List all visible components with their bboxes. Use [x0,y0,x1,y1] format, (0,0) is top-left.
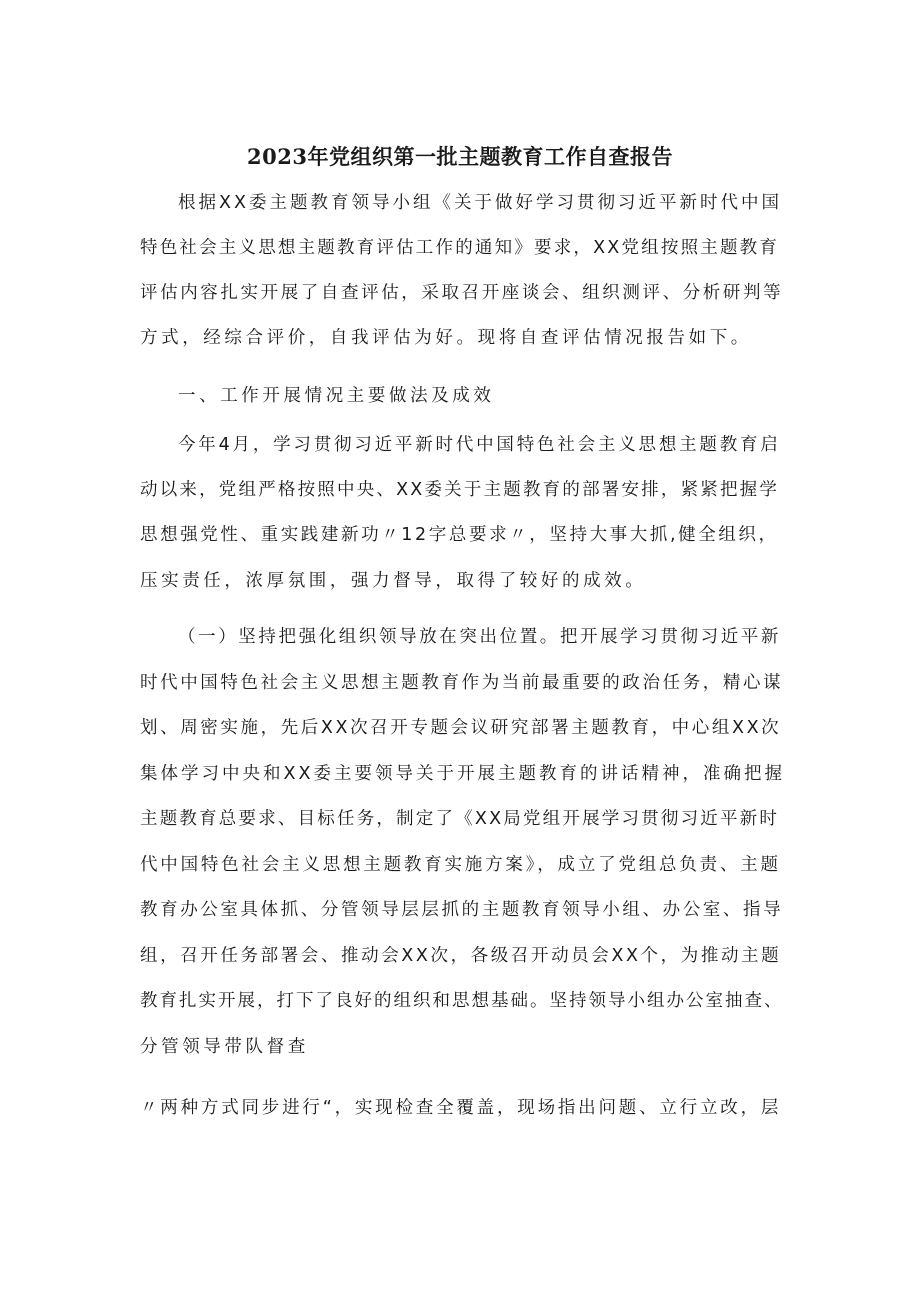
paragraph-line: 分管领导带队督查 [140,1037,309,1057]
paragraph-line: 时代中国特色社会主义思想主题教育作为当前最重要的政治任务，精心谋 [140,673,784,693]
paragraph-line: 主题教育总要求、目标任务，制定了《XX局党组开展学习贯彻习近平新时 [140,809,780,829]
paragraph-line: 集体学习中央和XX委主要领导关于开展主题教育的讲话精神，准确把握 [140,764,785,784]
paragraph-line: 教育扎实开展，打下了良好的组织和思想基础。坚持领导小组办公室抽查、 [140,991,784,1011]
paragraph-line: 〃两种方式同步进行“，实现检查全覆盖，现场指出问题、立行立改，层 [140,1098,782,1118]
paragraph-line: 压实责任，浓厚氛围，强力督导，取得了较好的成效。 [140,571,647,591]
paragraph-line: 思想强党性、重实践建新功〃12字总要求〃，坚持大事大抓,健全组织， [140,525,779,545]
section-heading: 一、工作开展情况主要做法及成效 [178,386,495,406]
paragraph-line: 组，召开任务部署会、推动会XX次，各级召开动员会XX个，为推动主题 [140,946,782,966]
paragraph-line: 划、周密实施，先后XX次召开专题会议研究部署主题教育，中心组XX次 [140,718,782,738]
paragraph-line: 评估内容扎实开展了自查评估，采取召开座谈会、组织测评、分析研判等 [140,283,784,303]
paragraph-line: 代中国特色社会主义思想主题教育实施方案》，成立了党组总负责、主题 [140,855,781,875]
paragraph-line: 今年4月，学习贯彻习近平新时代中国特色社会主义思想主题教育启 [178,435,781,455]
paragraph-line: 动以来，党组严格按照中央、XX委关于主题教育的部署安排，紧紧把握学 [140,480,780,500]
paragraph-line: 方式，经综合评价，自我评估为好。现将自查评估情况报告如下。 [140,328,752,348]
document-title: 2023年党组织第一批主题教育工作自查报告 [247,144,673,169]
paragraph-line: （一）坚持把强化组织领导放在突出位置。把开展学习贯彻习近平新 [178,627,781,647]
paragraph-line: 根据XX委主题教育领导小组《关于做好学习贯彻习近平新时代中国 [178,193,782,213]
paragraph-line: 特色社会主义思想主题教育评估工作的通知》要求，XX党组按照主题教育 [140,238,780,258]
paragraph-line: 教育办公室具体抓、分管领导层层抓的主题教育领导小组、办公室、指导 [140,900,784,920]
